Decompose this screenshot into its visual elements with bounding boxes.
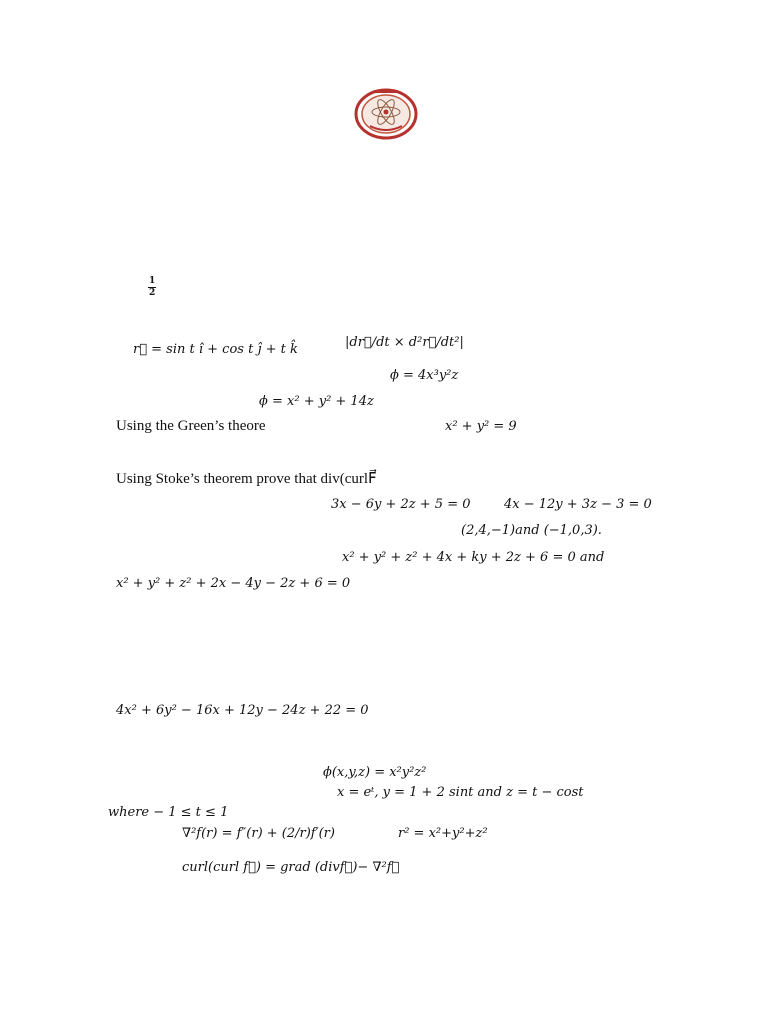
half-numerator: 1	[149, 276, 156, 286]
plane1-text: 3x − 6y + 2z + 5 = 0	[331, 497, 471, 512]
r2-text: r² = x²+y²+z²	[398, 826, 488, 841]
phi-scalar-field-2	[259, 395, 374, 408]
r-def-text: r⃗ = sin t î + cos t ĵ + t k̂	[133, 342, 298, 357]
institution-emblem-logo	[354, 88, 418, 140]
points-text: (2,4,−1)and (−1,0,3).	[461, 523, 602, 538]
circle-equation	[445, 420, 517, 433]
phi2-text: ϕ = x² + y² + 14z	[259, 394, 374, 409]
sphere-equation-2	[116, 577, 350, 590]
parameter-range	[108, 806, 228, 819]
quadric-text: 4x² + 6y² − 16x + 12y − 24z + 22 = 0	[116, 703, 369, 718]
parametric-curve	[337, 786, 584, 799]
plane-equation-2	[504, 498, 652, 511]
half-fraction	[146, 277, 158, 298]
deriv-cross-text: |dr⃗/dt × d²r⃗/dt²|	[345, 335, 464, 350]
plane2-text: 4x − 12y + 3z − 3 = 0	[504, 497, 652, 512]
circle-text: x² + y² = 9	[445, 419, 517, 434]
greens-theorem-line	[116, 419, 266, 434]
stokes-text: Using Stoke’s theorem prove that div(curlF⃗	[116, 471, 377, 487]
radius-squared	[398, 827, 488, 840]
stokes-theorem-line	[116, 472, 377, 487]
phi1-text: ϕ = 4x³y²z	[390, 368, 459, 383]
sphere1-text: x² + y² + z² + 4x + ky + 2z + 6 = 0 and	[342, 550, 605, 565]
greens-text: Using the Green’s theore	[116, 418, 266, 434]
sphere-equation-1	[342, 551, 604, 564]
range-text: where − 1 ≤ t ≤ 1	[108, 805, 229, 820]
half-denominator: 2	[149, 288, 156, 298]
laplacian-formula	[182, 827, 335, 840]
curl-curl-identity	[182, 861, 399, 874]
curl-text: curl(curl f⃗) = grad (divf⃗)− ∇²f⃗	[182, 860, 400, 875]
plane-equation-1	[331, 498, 471, 511]
param-text: x = eᵗ, y = 1 + 2 sint and z = t − cost	[337, 785, 584, 800]
derivative-cross-product	[345, 336, 464, 349]
r-vector-definition	[133, 343, 298, 356]
phi-scalar-field-3	[323, 766, 426, 779]
points-pair	[461, 524, 602, 537]
phi-scalar-field-1	[390, 369, 458, 382]
sphere2-text: x² + y² + z² + 2x − 4y − 2z + 6 = 0	[116, 576, 351, 591]
quadric-equation	[116, 704, 369, 717]
laplace-text: ∇²f(r) = f″(r) + (2/r)f′(r)	[182, 826, 335, 841]
phi3-text: ϕ(x,y,z) = x²y²z²	[323, 765, 427, 780]
